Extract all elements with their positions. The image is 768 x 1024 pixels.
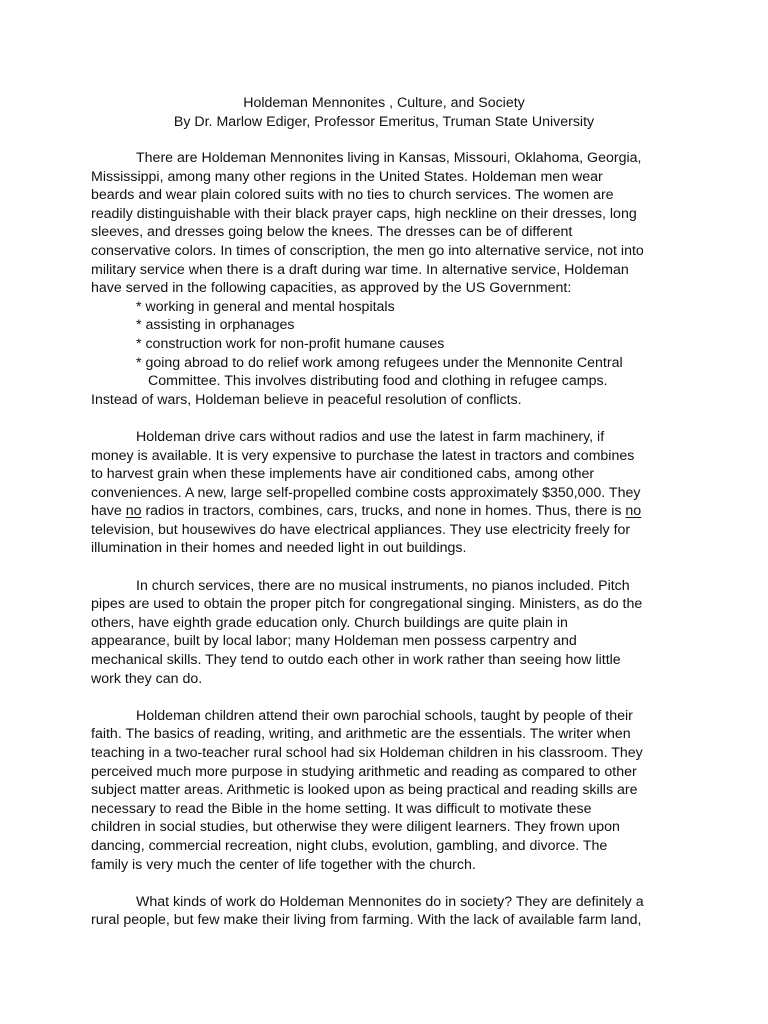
text-segment: Committee. This involves distributing food and clothing in refugee camps. [148, 373, 608, 390]
text-line [91, 484, 691, 503]
text-segment: others, have eighth grade education only. Church buildings are quite plain in [91, 614, 568, 631]
text-line [91, 261, 691, 280]
text-line [91, 595, 691, 614]
text-segment: readily distinguishable with their black prayer caps, high neckline on their dresses, long [91, 205, 637, 222]
text-segment: teaching in a two-teacher rural school had six Holdeman children in his classroom. They [91, 745, 643, 761]
text-segment: work they can do. [91, 670, 203, 687]
text-segment: In church services, there are no musical instruments, no pianos included. Pitch [136, 577, 630, 594]
text-segment: television, but housewives do have electrical appliances. They use electricity freely for [91, 521, 631, 538]
list-item-line [91, 298, 691, 317]
text-line [91, 242, 691, 261]
text-line [91, 670, 691, 689]
text-segment: illumination in their homes and needed light in out buildings. [91, 540, 467, 557]
text-line [91, 818, 691, 837]
text-segment: faith. The basics of reading, writing, and arithmetic are the essentials. The writer when [91, 726, 631, 743]
text-segment: Instead of wars, Holdeman believe in peaceful resolution of conflicts. [91, 391, 522, 408]
text-segment: What kinds of work do Holdeman Mennonites do in society? They are definitely a [136, 893, 644, 910]
text-line [91, 205, 691, 224]
text-line [91, 391, 691, 410]
text-segment: money is available. It is very expensive to purchase the latest in tractors and combines [91, 447, 635, 464]
text-segment: * assisting in orphanages [136, 317, 295, 334]
paragraph-spacer [91, 409, 691, 428]
text-segment: mechanical skills. They tend to outdo each other in work rather than seeing how little [91, 652, 621, 669]
text-line [91, 763, 691, 782]
text-segment: have served in the following capacities, as approved by the US Government: [91, 280, 572, 297]
text-segment: have [91, 503, 126, 520]
document-byline: By Dr. Marlow Ediger, Professor Emeritus, Truman State University [173, 113, 595, 130]
list-item-line [91, 372, 691, 391]
text-segment: military service when there is a draft during war time. In alternative service, Holdeman [91, 261, 629, 278]
text-segment: rural people, but few make their living from farming. With the lack of available farm land, [91, 912, 642, 929]
text-line [91, 577, 691, 596]
text-line [91, 856, 691, 875]
text-line [91, 223, 691, 242]
text-line [91, 781, 691, 800]
text-line [91, 447, 691, 466]
text-line [91, 428, 691, 447]
text-segment: Mississippi, among many other regions in the United States. Holdeman men wear [91, 168, 603, 185]
text-line [91, 725, 691, 744]
text-line [91, 186, 691, 205]
text-segment: beards and wear plain colored suits with no ties to church services. The women are [91, 187, 614, 204]
text-segment: to harvest grain when these implements have air conditioned cabs, among other [91, 466, 595, 483]
document-title: Holdeman Mennonites , Culture, and Society [243, 95, 525, 111]
text-segment: * going abroad to do relief work among refugees under the Mennonite Central [136, 354, 623, 371]
text-segment: * construction work for non-profit humane causes [136, 335, 445, 352]
text-line [91, 744, 691, 763]
underlined-word: no [125, 503, 142, 520]
text-line [91, 651, 691, 670]
text-segment: * working in general and mental hospitals [136, 298, 395, 315]
text-segment: family is very much the center of life together with the church. [91, 856, 476, 873]
text-segment: sleeves, and dresses going below the knees. The dresses can be of different [91, 224, 573, 241]
text-segment: perceived much more purpose in studying arithmetic and reading as compared to other [91, 763, 637, 780]
text-segment: There are Holdeman Mennonites living in Kansas, Missouri, Oklahoma, Georgia, [136, 150, 642, 166]
text-line [91, 837, 691, 856]
text-line [91, 707, 691, 726]
text-segment: conservative colors. In times of conscription, the men go into alternative service, not into [91, 242, 644, 259]
text-line [91, 465, 691, 484]
text-segment: children in social studies, but otherwise they were diligent learners. They frown upon [91, 819, 620, 836]
list-item-line [91, 335, 691, 354]
text-line [91, 279, 691, 298]
text-line [91, 168, 691, 187]
text-segment: dancing, commercial recreation, night clubs, evolution, gambling, and divorce. The [91, 837, 608, 854]
text-segment: Holdeman drive cars without radios and use the latest in farm machinery, if [136, 428, 605, 445]
text-segment: necessary to read the Bible in the home setting. It was difficult to motivate these [91, 800, 592, 817]
paragraph-spacer [91, 874, 691, 893]
underlined-word: no [625, 503, 642, 520]
text-line [91, 632, 691, 651]
text-line [91, 614, 691, 633]
document-body [91, 149, 691, 930]
text-segment: appearance, built by local labor; many Holdeman men possess carpentry and [91, 633, 577, 650]
text-line [91, 521, 691, 540]
text-segment: pipes are used to obtain the proper pitch for congregational singing. Ministers, as do the [91, 596, 643, 613]
text-line [91, 539, 691, 558]
text-segment: subject matter areas. Arithmetic is looked upon as being practical and reading skills are [91, 782, 638, 799]
paragraph-spacer [91, 688, 691, 707]
text-line [91, 911, 691, 930]
text-line [91, 502, 691, 521]
list-item-line [91, 316, 691, 335]
text-line [91, 149, 691, 168]
document-header [0, 94, 768, 131]
paragraph-spacer [91, 558, 691, 577]
list-item-line [91, 354, 691, 373]
text-segment: radios in tractors, combines, cars, trucks, and none in homes. Thus, there is [141, 503, 626, 520]
text-segment: conveniences. A new, large self-propelled combine costs approximately $350,000. They [91, 484, 641, 501]
text-segment: Holdeman children attend their own parochial schools, taught by people of their [136, 707, 633, 724]
text-line [91, 800, 691, 819]
text-line [91, 893, 691, 912]
